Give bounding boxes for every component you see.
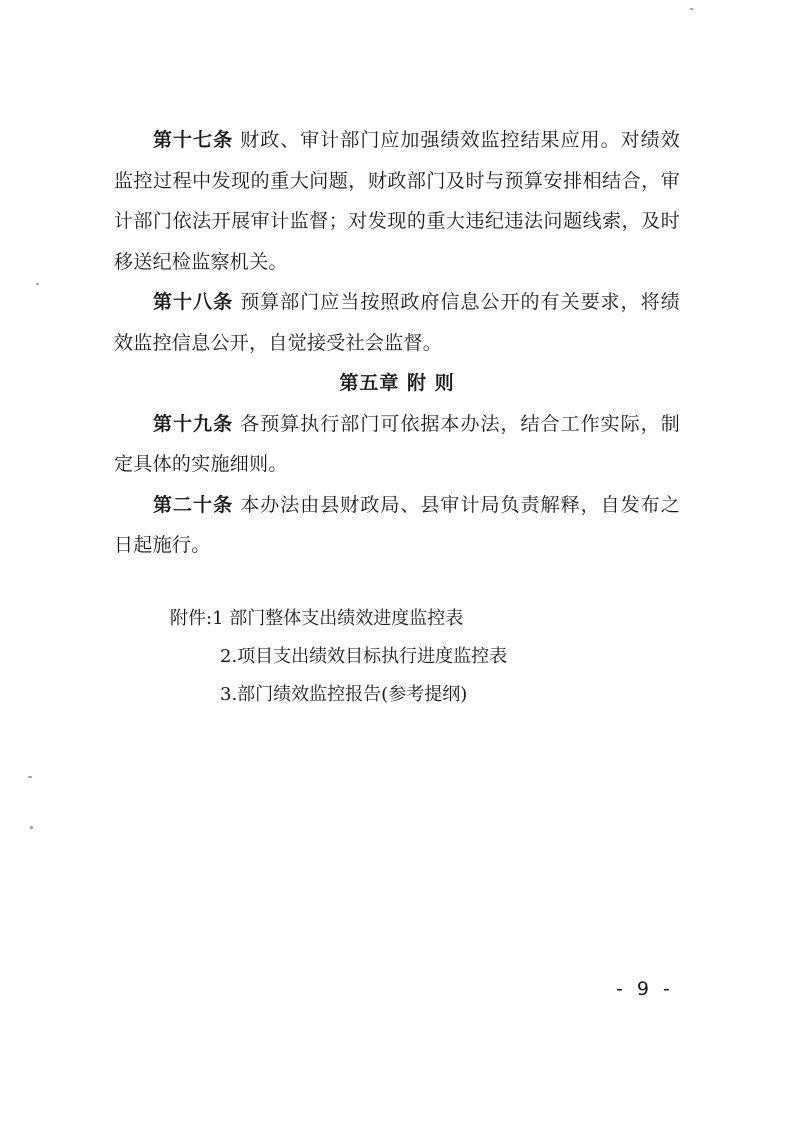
attachments-list (170, 600, 507, 714)
scan-speck (30, 826, 33, 829)
attachment-item (170, 600, 507, 638)
chapter-heading: 第五章 附 则 (339, 372, 455, 394)
article-17-text: 财政、审计部门应加强绩效监控结果应用。对绩效监控过程中发现的重大问题，财政部门及时与预算安排相结合，审计部门依法开展审计监督；对发现的重大违纪违法问题线索，及时移送纪检监察机关。 (114, 129, 681, 273)
attachment-item (170, 638, 507, 676)
article-20 (114, 485, 680, 566)
article-19-label: 第十九条 (153, 412, 234, 435)
article-17-label: 第十七条 (153, 129, 234, 151)
article-17 (114, 120, 680, 282)
page-number: - 9 - (616, 978, 674, 1000)
document-body (114, 120, 680, 566)
article-18-text: 预算部门应当按照政府信息公开的有关要求，将绩效监控信息公开，自觉接受社会监督。 (114, 291, 681, 354)
attachments-prefix: 附件: (170, 608, 213, 629)
scan-speck (36, 283, 39, 285)
article-20-label: 第二十条 (153, 493, 234, 516)
attachment-2: 2.项目支出绩效目标执行进度监控表 (220, 646, 508, 667)
article-19 (114, 404, 680, 485)
article-18-label: 第十八条 (153, 291, 234, 313)
article-18 (114, 282, 680, 363)
attachment-3: 3.部门绩效监控报告(参考提纲) (220, 684, 468, 705)
scan-speck (690, 8, 693, 10)
scan-speck (28, 776, 32, 778)
article-19-text: 各预算执行部门可依据本办法，结合工作实际，制定具体的实施细则。 (114, 412, 681, 475)
attachment-1: 1 部门整体支出绩效进度监控表 (212, 608, 464, 629)
attachment-item (170, 676, 507, 714)
article-20-text: 本办法由县财政局、县审计局负责解释，自发布之日起施行。 (114, 493, 681, 556)
